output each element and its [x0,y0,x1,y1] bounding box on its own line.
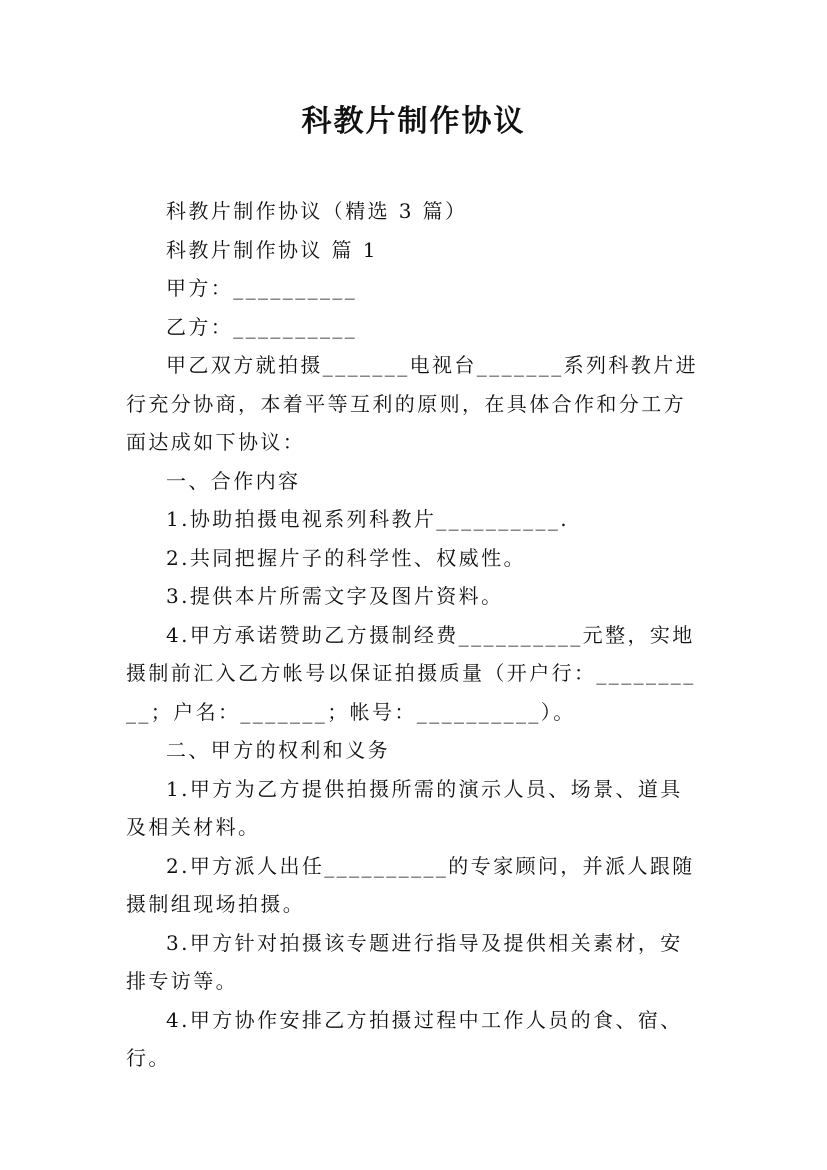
clause-paragraph: 1.甲方为乙方提供拍摄所需的演示人员、场景、道具及相关材料。 [126,776,683,839]
document-body [126,192,704,1078]
party-b-line: 乙方：__________ [166,314,358,339]
document-title: 科教片制作协议 [301,104,526,139]
clause-paragraph: 3.甲方针对拍摄该专题进行指导及提供相关素材，安排专访等。 [126,930,683,993]
intro-paragraph: 甲乙双方就拍摄_______电视台_______系列科教片进行充分协商，本着平等互利的原则，在具体合作和分工方面达成如下协议： [126,353,698,454]
clause-paragraph: 2.甲方派人出任__________的专家顾问，并派人跟随摄制组现场拍摄。 [126,853,695,916]
section-heading-cooperation: 一、合作内容 [166,468,301,493]
clause-paragraph: 4.甲方承诺赞助乙方摄制经费__________元整，实地摄制前汇入乙方帐号以保证拍摄质量（开户行：__________；户名：_______；帐号：__________）。 [126,622,696,724]
subtitle-paragraph: 科教片制作协议（精选 3 篇） [166,199,468,223]
party-a-line: 甲方：__________ [166,276,358,300]
section-heading-paragraph: 科教片制作协议 篇 1 [166,237,378,262]
clause-paragraph: 1.协助拍摄电视系列科教片__________. [166,507,570,531]
section-heading-party-a: 二、甲方的权利和义务 [166,738,390,762]
clause-paragraph: 2.共同把握片子的科学性、权威性。 [166,545,526,570]
clause-paragraph: 3.提供本片所需文字及图片资料。 [166,584,504,608]
clause-paragraph: 4.甲方协作安排乙方拍摄过程中工作人员的食、宿、行。 [126,1007,683,1070]
